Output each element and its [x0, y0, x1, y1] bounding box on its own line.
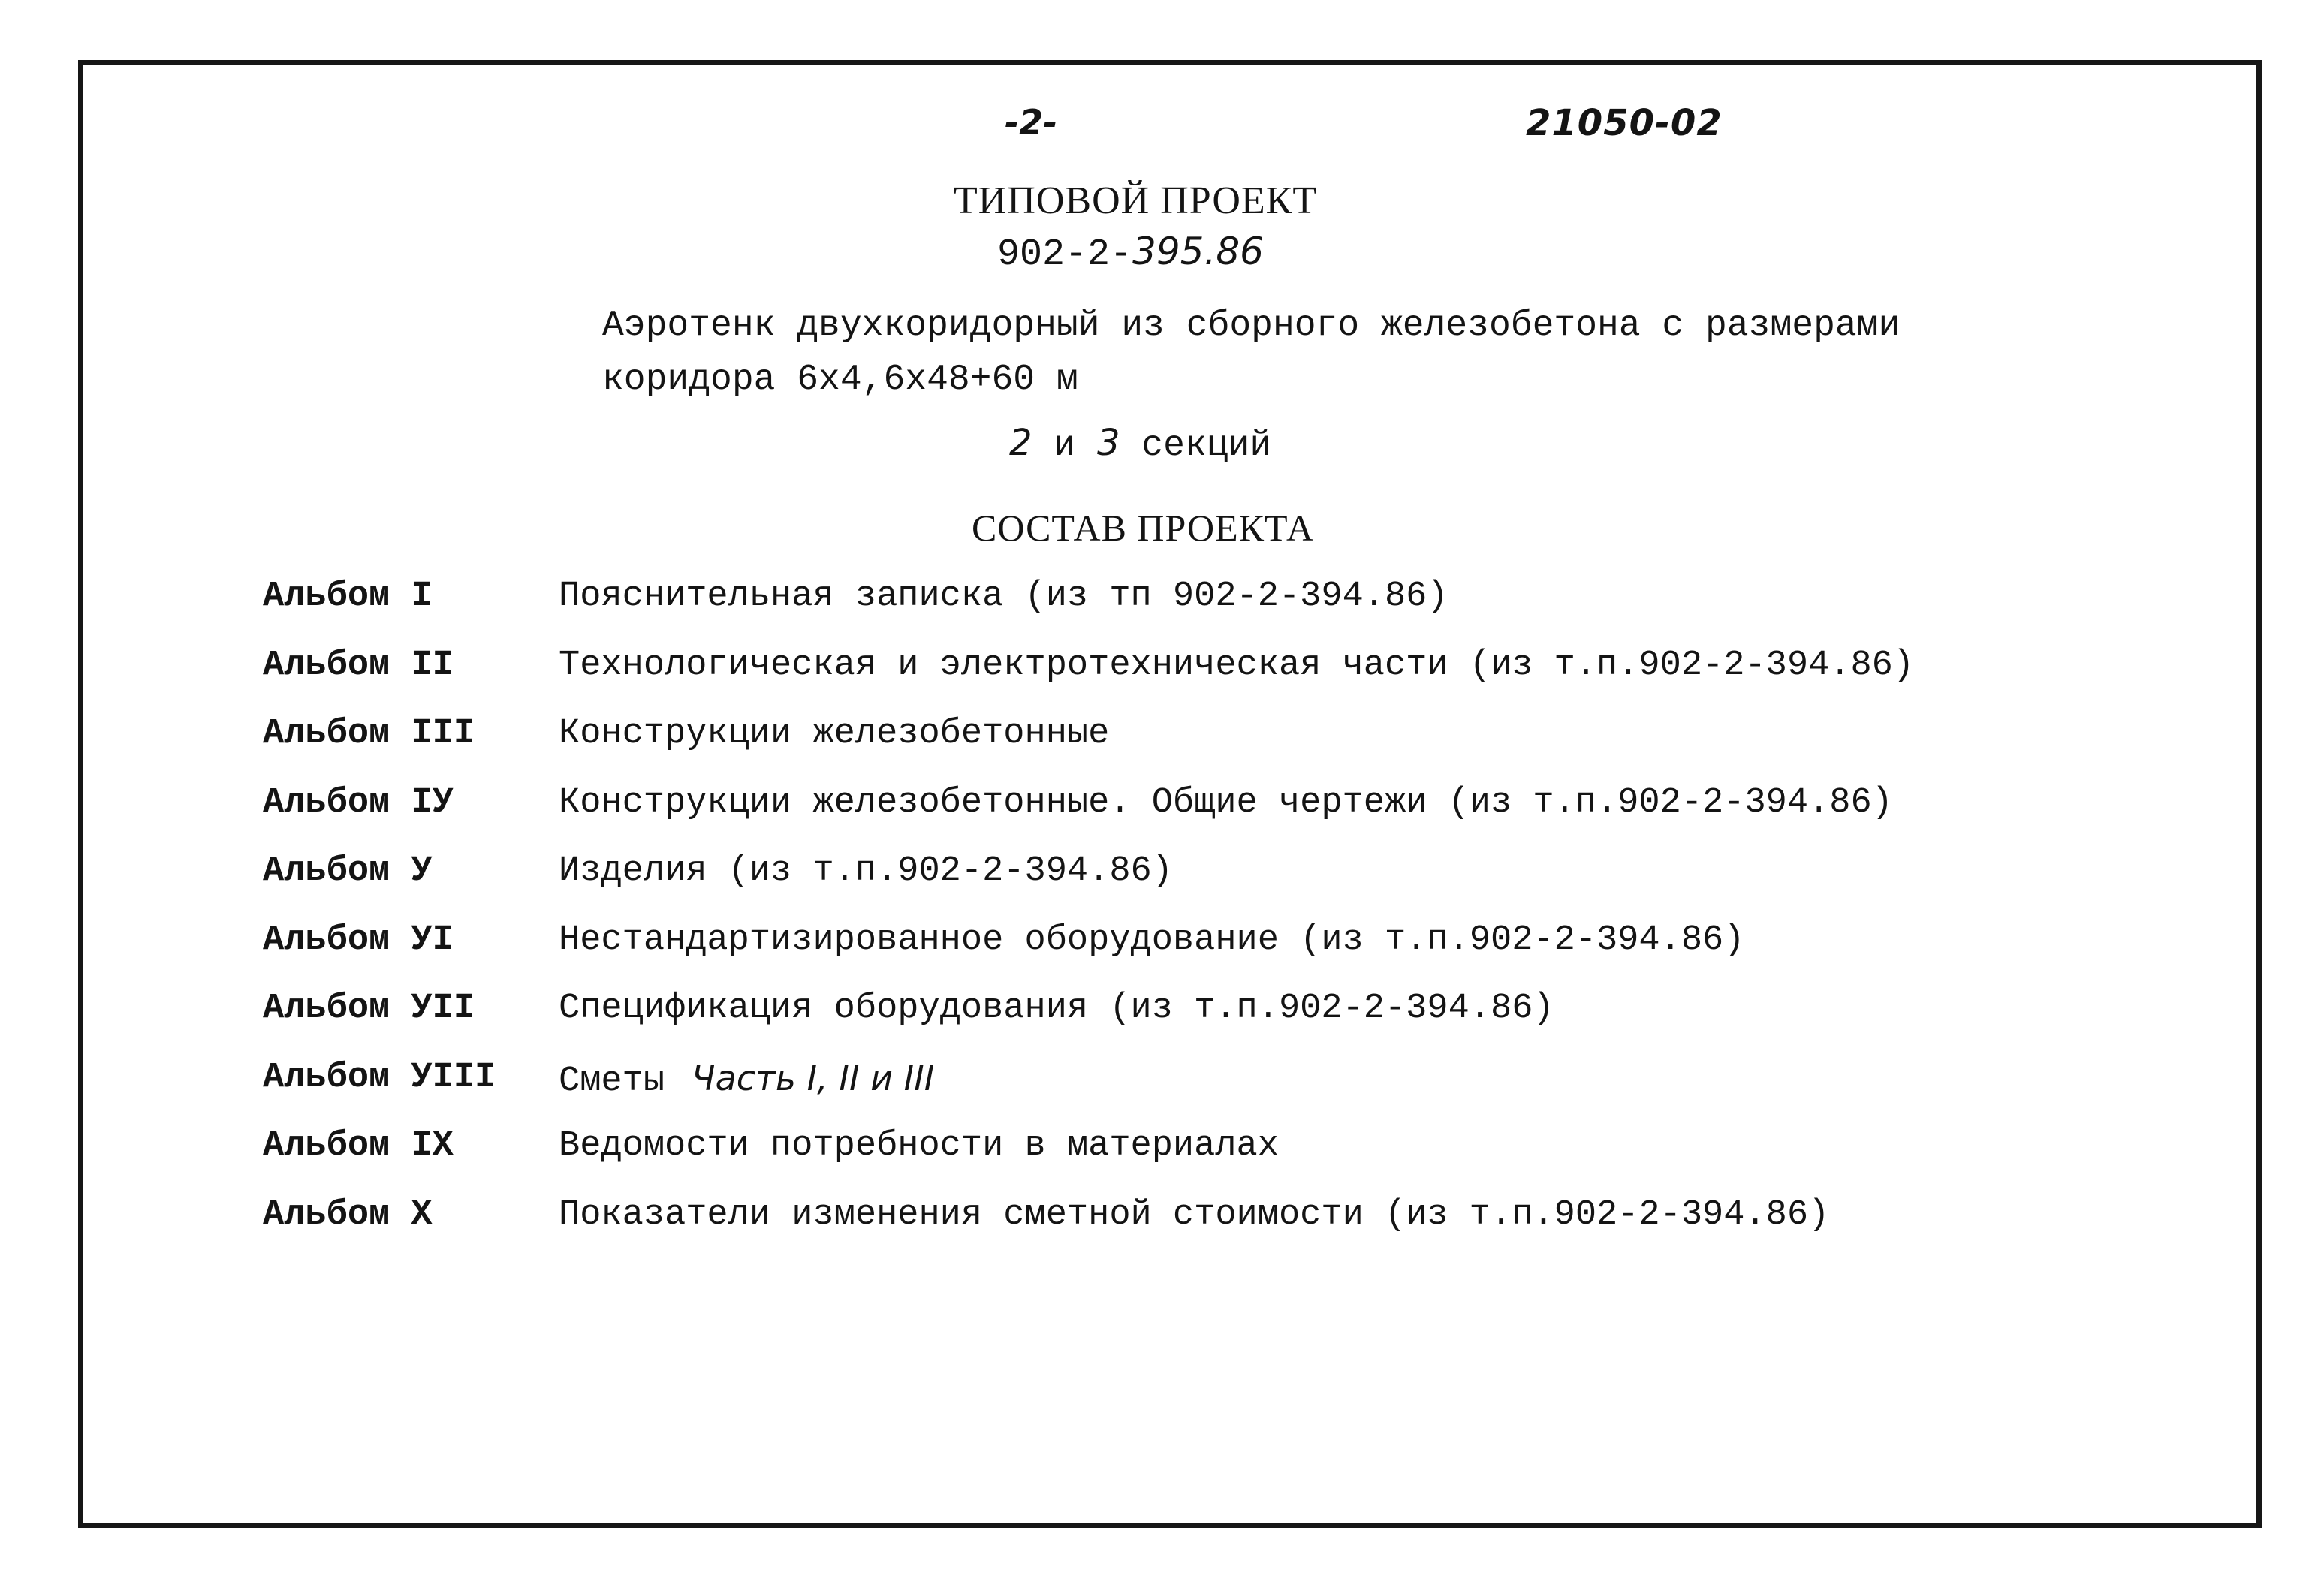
album-description: Спецификация оборудования (из т.п.902-2-394.86): [559, 989, 1554, 1028]
album-label: Альбом У: [263, 851, 433, 891]
project-code-handwritten: 395.86: [1132, 230, 1264, 273]
album-description-text: Сметы: [559, 1061, 665, 1101]
composition-title: СОСТАВ ПРОЕКТА: [972, 507, 1315, 549]
project-type-title: ТИПОВОЙ ПРОЕКТ: [954, 179, 1318, 222]
description-line-1: Аэротенк двухкоридорный из сборного железобетона с размерами: [602, 306, 1901, 346]
album-label: Альбом УI: [263, 920, 454, 960]
album-label: Альбом I: [263, 577, 433, 616]
document-code: 21050-02: [1526, 102, 1723, 144]
album-label: Альбом УIII: [263, 1057, 496, 1098]
album-description: Нестандартизированное оборудование (из т.п.902-2-394.86): [559, 920, 1745, 960]
sections-label: секций: [1141, 426, 1272, 466]
project-code: [997, 230, 1264, 276]
album-label: Альбом II: [263, 645, 454, 685]
sections-number-2: 3: [1096, 422, 1120, 464]
album-label: Альбом III: [263, 714, 475, 754]
project-description: [602, 299, 1900, 407]
album-description: Конструкции железобетонные. Общие чертежи (из т.п.902-2-394.86): [559, 782, 1893, 823]
album-label: Альбом УII: [263, 989, 475, 1028]
album-label: Альбом IУ: [263, 782, 454, 823]
project-code-printed: 902-2-: [997, 233, 1133, 276]
album-label: Альбом X: [263, 1194, 433, 1235]
album-label: Альбом IX: [263, 1126, 454, 1166]
album-handwritten-note: Часть I, II и III: [692, 1057, 935, 1098]
album-description: Ведомости потребности в материалах: [559, 1126, 1279, 1166]
album-description: [559, 1058, 934, 1101]
sections-count: [1009, 422, 1271, 466]
album-description: Технологическая и электротехническая части (из т.п.902-2-394.86): [559, 645, 1915, 685]
page-number: -2-: [1005, 102, 1058, 143]
album-description: Изделия (из т.п.902-2-394.86): [559, 851, 1173, 891]
album-description: Пояснительная записка (из тп 902-2-394.86): [559, 577, 1448, 616]
sections-and: и: [1054, 426, 1076, 466]
description-line-2: коридора 6х4,6х48+60 м: [602, 360, 1078, 400]
album-description: Показатели изменения сметной стоимости (из т.п.902-2-394.86): [559, 1194, 1830, 1235]
sections-number-1: 2: [1009, 422, 1032, 464]
album-description: Конструкции железобетонные: [559, 714, 1110, 754]
